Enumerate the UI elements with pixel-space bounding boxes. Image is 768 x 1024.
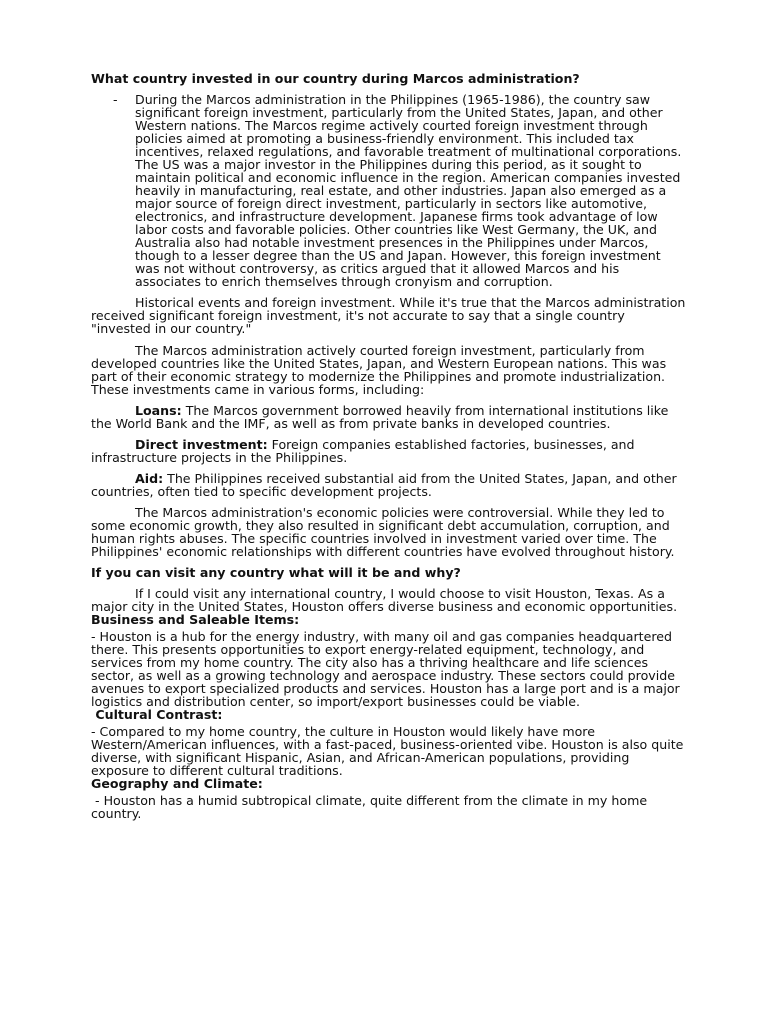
bullet-text: During the Marcos administration in the Philippines (1965-1986), the country saw significant foreign investment, particularly from the United States, Japan, and other Western nations. The Marcos regime actively courted foreign investment through policies aimed at promoting a business-friendly environment. This included tax incentives, relaxed regulations, and favorable treatment of multinational corporations. The US was a major investor in the Philippines during this period, as it sought to maintain political and economic influence in the region. American companies invested heavily in manufacturing, real estate, and other industries. Japan also emerged as a major source of foreign direct investment, particularly in sectors like automotive, electronics, and infrastructure development. Japanese firms took advantage of low labor costs and favorable policies. Other countries like West Germany, the UK, and Australia also had notable investment presences in the Philippines under Marcos, though to a lesser degree than the US and Japan. However, this foreign investment was not without controversy, as critics argued that it allowed Marcos and his associates to enrich themselves through cronyism and corruption. xyxy=(135,92,682,289)
paragraph-aid xyxy=(91,472,687,498)
document-body xyxy=(91,72,687,820)
loans-text: The Marcos government borrowed heavily from international institutions like the World Bank and the IMF, as well as from private banks in developed countries. xyxy=(91,403,669,431)
paragraph-geography: - Houston has a humid subtropical climate, quite different from the climate in my home country. xyxy=(91,793,652,821)
direct-investment-text: Foreign companies established factories, businesses, and infrastructure projects in the Philippines. xyxy=(91,437,635,465)
paragraph-houston: If I could visit any international country, I would choose to visit Houston, Texas. As a major city in the United States, Houston offers diverse business and economic opportunities. xyxy=(91,586,678,614)
paragraph-direct-investment xyxy=(91,438,687,464)
paragraph-controversial: The Marcos administration's economic policies were controversial. While they led to some economic growth, they also resulted in significant debt accumulation, corruption, and human rights abuses. The specific countries involved in investment varied over time. The Philippines' economic relationships with different countries have evolved throughout history. xyxy=(91,505,675,559)
paragraph-business: - Houston is a hub for the energy industry, with many oil and gas companies headquartered there. This presents opportunities to export energy-related equipment, technology, and services from my home country. The city also has a thriving healthcare and life sciences sector, as well as a growing technology and aerospace industry. These sectors could provide avenues to export specialized products and services. Houston has a large port and is a major logistics and distribution center, so import/export businesses could be viable. xyxy=(91,629,680,709)
direct-investment-label: Direct investment: xyxy=(135,437,268,452)
paragraph-courted: The Marcos administration actively courted foreign investment, particularly from developed countries like the United States, Japan, and Western European nations. This was part of their economic strategy to modernize the Philippines and promote industrialization. These investments came in various forms, including: xyxy=(91,343,667,397)
aid-label: Aid: xyxy=(135,471,164,486)
bullet-item xyxy=(91,93,687,288)
heading-business: Business and Saleable Items: xyxy=(91,612,300,627)
paragraph-historical: Historical events and foreign investment. While it's true that the Marcos administration received significant foreign investment, it's not accurate to say that a single country "invested in our country." xyxy=(91,295,686,336)
paragraph-loans xyxy=(91,404,687,430)
paragraph-cultural: - Compared to my home country, the culture in Houston would likely have more Western/American influences, with a fast-paced, business-oriented vibe. Houston is also quite diverse, with significant Hispanic, Asian, and African-American populations, providing exposure to different cultural traditions. xyxy=(91,724,684,778)
heading-geography: Geography and Climate: xyxy=(91,776,263,791)
loans-label: Loans: xyxy=(135,403,182,418)
question-1: What country invested in our country during Marcos administration? xyxy=(91,71,580,86)
heading-cultural: Cultural Contrast: xyxy=(91,707,223,722)
question-2: If you can visit any country what will it be and why? xyxy=(91,565,461,580)
bullet-dash: - xyxy=(113,92,118,107)
aid-text: The Philippines received substantial aid from the United States, Japan, and other countries, often tied to specific development projects. xyxy=(91,471,677,499)
